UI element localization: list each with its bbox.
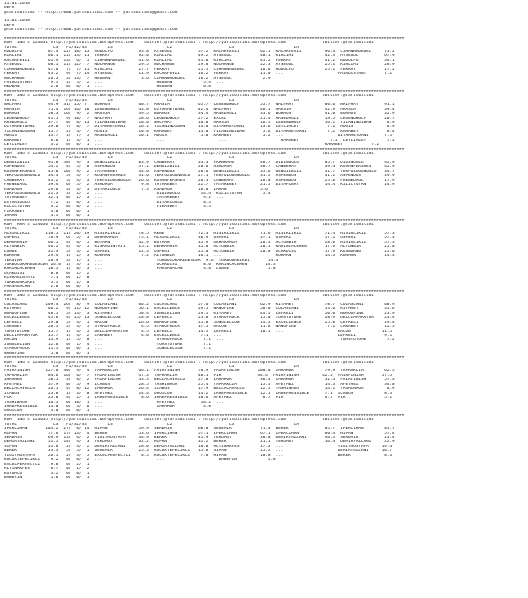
result-row: DENGIZBIZI 95.0 50/ 9/ 3 DENGIZBIZI 83.9 CANBERAY 33.3 FRANKMAO 48.7 DIDINOGLU 85.7 DIDINOGLU 92.9 (4, 160, 395, 165)
result-row: TATAREBEY 12.1 0/ 1/ 3 ... TATAREBEY 9.1 ... (4, 196, 224, 201)
result-row: OSPERI 70.9 6/ 5/ 3 DEHARAHIM 75.1 MISIRLIKIZ 36.9 OSPERI 37.1 OSPERI 57.1 OSPERI 57.3 (4, 236, 395, 241)
result-row: IPEKCIHAN 103.2 27/ 8/ 14 HIPAN 59.9 SEREMIR 68.0 SEREMIR 71.4 BEREK 85.7 IPEKCIHAN 85.7 (4, 427, 395, 432)
result-row: COLASLANI 109.4 26/ 8/ 9 COLASLANI 66.2 COLASLANI 57.6 COLASLANI 62.9 KIYAMET 78.7 COLASLANI 60.9 (4, 302, 395, 307)
result-row: IMRAHOR 58.1 3/ 8/ 2 FAIRFINISH 43.3 BELLACAVALLO 27.0 IMRAHOR 36.4 IMRAHOR 32.3 FAIRFINISH 57.3 (4, 378, 395, 383)
result-row: MOGIS 13.7 1/ 7/ 5 ARSEDAGLI 10.1 MOGIS 5.0 KARABEY 5.2 ... DIYARMEYDANI 7.5 (4, 134, 393, 139)
header-date: 11.01.2018 (4, 2, 30, 6)
result-row: KUYUMCU 3.2 0/ 0/ 1 (4, 471, 90, 476)
separator-rule: ############################################################################################################################################################ (4, 147, 405, 152)
result-row: FRENEDAGL 39.4 6/ 5/ 2 ASADAGA 9.8 TATAREBEY 22.7 TATAREBEY 21.5 DIYAPIBAY 14.4 KILICTUTAN 14.9 (4, 183, 395, 188)
result-row: SEREMIR 69.9 13/ 6/ 2 YIGITMUSTAFA 34.9 BEREK 41.9 TEKUMUT 30.0 DEMIRYAZLANI 46.3 SEREMIR 23.4 (4, 436, 395, 440)
separator-rule: ############################################################################################################################################################ (4, 218, 405, 223)
result-row: TURBOURKIKEI 3.5 0/ 2/ 0 (4, 280, 90, 285)
separator-rule: ############################################################################################################################################################ (4, 89, 405, 94)
race-header: KUM 1NG = 124035 http://yarisbilimi.wordpress.com twitter:@YarisBilimi : http://yarisbilimi.wordpress.com twitter:@YarisBilimi (4, 152, 374, 156)
result-row: ICABUS 23.0 1/ 3/ 0 AFETMEZ 14.4 ORGICUR 14.2 IRREPRESSIBLE 12.1 IRREPRESSIBLE 7.1 ICABUS 8.3 (4, 391, 393, 396)
result-row: EXCELLENCE 45.6 4/ 15/ 13 JUNGLELION 28.8 LEFKELI 23.8 STAROFROCK 15.0 TOMSTOTOME 28.9 DELLIMPARATOR 23.4 (4, 316, 395, 321)
column-header: TOTAL LS F1/S2/S3 LS L2 L3 LA (4, 98, 299, 103)
result-row: LEGENDWOLF 41.5 9/ 10/ 7 NALFHAT 18.6 LEGENDWOLF 27.2 EXCEL 21.4 ARSEDAGLI 19.5 LEGENDWOLF 20.7 (4, 116, 395, 121)
result-row: AFETMEZ 37.9 0/ 5/ 9 ICABUS 28.5 TASHINAGA 25.4 TAPRAKLIM 15.5 AFETMEZ 14.3 AFETMEZ 34.0 (4, 382, 395, 387)
result-row: TERSIMA 28.9 3/ 1/ 1 ... TURBOCOKAREDESLER 9.6 TURBOURKIKEI 14.3 (4, 258, 279, 263)
result-row: TOMSTOTOME 15.7 1/ 4/ 5 DELLIMPARATOR 4.5 LEFKELI 14.5 LEFKELI 10.1 ... RACON 11.5 (4, 329, 393, 334)
result-row: SIPAN 35.8 2/ 4/ 2 DEMIRYAZLANI 28.0 DEMIRYAZLANI 18.0 ALTINAKFES 17.3 ... YIGITMUSTAFA 14.4 (4, 444, 393, 449)
result-row: YILANINDIBAN 15.7 2/ 3/ 7 MOGIS 10.8 KARABEY 13.0 YILANINDIBAN 5.6 DIYARMEYDANI 7.2 KARABEY 8.4 (4, 129, 395, 134)
header-league: UEFA (4, 23, 15, 28)
separator-rule: ############################################################################################################################################################ (4, 413, 405, 418)
race-header: KUM 1NG = 124035 http://yarisbilimi.wordpress.com twitter:@YarisBilimi : http://yarisbilimi.wordpress.com twitter:@YarisBilimi (4, 418, 374, 423)
result-row: TEKFOZOGUNOGLU 34.3 5/ 3/ 7 KOSANFERSRES 31.6 TEKFOZOGUNOGLU 27.1 TEKFOZOGUNOGLU 31.5 ASPENDOS 31.2 ASPENDOS 19.9 (4, 174, 395, 179)
result-row: FAIRDISTANT 9.5 1/ 5/ 2 ... HEDBAN 5.4 ... (4, 81, 224, 85)
race-block (4, 90, 524, 148)
result-row: ARASIM 75.4 16/ 16/ 18 LEGENDWOLF 43.8 DIYARMEYDANI 42.4 NALFHAT 48.1 ARASIM 42.9 ARASIM 39.4 (4, 107, 395, 112)
result-row: CIHANNADEDEL 47.6 7/ 7/ 11 KIRLIMI 27.7 FEKKAY 21.5 CIHANNADEDEL 16.6 RODOLFO 25.1 FEKKAY 17.2 (4, 67, 395, 72)
result-row: KILICTUTAN 4.2 0/ 0/ 2 ... FIRASBEY 3.5 (4, 205, 211, 210)
result-row: PARSAGACAN 2.8 0/ 0/ 1 (4, 285, 90, 290)
result-row: OCAKDISI 8.8 0/ 1/ 2 (4, 271, 90, 276)
column-header: TOTAL LS F1/S2/S3 LS L2 L3 LA (4, 298, 299, 303)
result-row: LEYLIMLEY 3.2 0/ 0/ 1 ... KARABEY 7.2 (4, 143, 380, 148)
result-row: NALFHAT 94.9 31/ 15/ 7 BORMOS 60.7 ARASIM 65.7 LEGENDWOLF 55.7 NALFHAT 80.6 NALFHAT 91.1 (4, 103, 395, 108)
result-row: ALTUNBIR 46.2 4/ 4/ 5 KISRAGINTAYI 25.1 DEHARAHIM 31.0 ALTUNBIR 20.1 KARINCACEHEN 17.9 ALTUNBIR 25.0 (4, 245, 395, 250)
race-header: KUM 1NG = 124031 http://yarisbilimi.wordpress.com twitter:@YarisBilimi : http://yarisbilimi.wordpress.com twitter:@YarisBilimi (4, 41, 374, 46)
result-row: TEKFOZOGUNOGLU 21.3 3/ 2/ 2 ... DIDINOGLU 14.4 KILICTUTAN 5.4 (4, 191, 271, 196)
result-row: FEKKAY 43.2 9/ 7/ 14 AYSEGUL 11.9 KACARFEVZI 16.2 FEKKAY 11.0 ... FAIRDISTANT 7.2 (4, 72, 393, 77)
result-row: RACON 13.9 1/ 5/ 0 ... STAROFROCK 7.1 ... TOMSTOTOME 7.2 (4, 338, 395, 343)
race-header: KUM 1NG = 124034 http://yarisbilimi.wordpress.com twitter:@YarisBilimi : http://yarisbilimi.wordpress.com twitter:@YarisBilimi (4, 360, 374, 365)
result-row: KACARFEVZI 61.9 13/ 6/ 5 CIHANNADEDEL 41.0 KIRLIMI 41.0 KIRLIMI 45.2 FEKKAY 41.2 RODOLFO 34.1 (4, 58, 395, 63)
result-row: KIRLIMI 66.1 11/ 13/ 11 FEKKAY 92.0 KIRLIMI 49.2 AYSEGUL 40.1 KIRLIMI 42.3 AYSEGUL 67.9 (4, 54, 395, 59)
result-row: DIYARIOGLU 7.2 1/ 0/ 1 ... DIYARIOGLU 8.3 (4, 200, 211, 205)
result-row: DELLIMPARATOR 15.7 1/ 4/ 2 CAKABEY 4.0 EXCELLENCE 7.1 ... LEFKELI 9.1 (4, 333, 393, 338)
result-row: DEMIRYAZLANI 51.5 14/ 4/ 3 TEKUMUT 32.2 HIPAN 31.2 BEREK 21.1 TEKUMUT 16.4 DEMIRYAZLANI 22.9 (4, 440, 395, 445)
result-row: NOCHANGE 26.3 3/ 13/ 7 HEDBAN 3.6 CIHANNADEDEL 16.2 AYSEGUL 2.9 (4, 76, 271, 81)
result-row: NANOFIRE 5.0 0/ 0/ 1 (4, 351, 90, 356)
result-row: ARSEDAGLI 37.7 0/ 8/ 13 YILANINDIBAN 18.0 NALFHAT 18.0 ARASIM 16.5 LEGENDWOLF 16.1 YILANINDIBAN 8.9 (4, 120, 395, 125)
race-block (4, 148, 524, 219)
result-row: KISRAGINTAYI 7.1 0/ 1/ 0 (4, 276, 90, 281)
result-row: PIR 23.0 4/ 2/ 1 IRREPRESSIBLE 8.6 IRREPRESSIBLE 10.6 AFETMEZ 8.7 PIR 6.7 PIR 5.1 (4, 396, 393, 401)
column-header: TOTAL LS F1/S2/S3 LS L2 L3 LA (4, 156, 299, 161)
result-row: KORMAN 29.4 1/ 2/ 3 KORMAN 7.2 ALTUNBIR 16.1 ... KORMAN 14.3 KORMAN 14.3 (4, 254, 395, 259)
race-header: KUM 1NG = 124033 http://yarisbilimi.wordpress.com twitter:@YarisBilimi : http://yarisbilimi.wordpress.com twitter:@YarisBilimi (4, 94, 374, 99)
result-row: HIPAN 77.6 17/ 13/ 4 BEREK 53.6 IPEKCIHAN 57.1 IPEKCIHAN 67.1 IPEKCIHAN 80.4 HIPAN 57.4 (4, 431, 395, 436)
result-row: BAWEFIN 1.6 0/ 0/ 1 (4, 475, 90, 480)
result-row: DIYARMEYDANI 29.0 7/ 8/ 7 DIYARMEYDANI 16.1 YILANINDIBAN 14.0 DIYARMEYDANI 13.6 LEYLIMLEY 7.2 MOGIS 8.9 (4, 125, 395, 130)
result-row: IMAAN 3.5 0/ 0/ 1 (4, 214, 90, 219)
separator-rule: ############################################################################################################################################################ (4, 36, 405, 41)
header-contact: @YarisBilimi -- http://www.yarisbilimi.com -- yarisbilimi@gmail.com (4, 28, 178, 33)
header-contact: @YarisBilimi -- http://www.yarisbilimi.com -- yarisbilimi@gmail.com (4, 10, 178, 15)
result-row: ALTINAKFES 8.7 0/ 1/ 2 (4, 467, 90, 472)
result-row: CAKABEY 20.5 2/ 3/ 5 STAROFROCK 4.5 STAROFROCK 17.5 RACON 11.8 NANOFIRE 7.2 CAKABEY 12.5 (4, 325, 395, 330)
result-row: CANBERAY 43.2 5/ 4/ 3 TEKFOZOGUNOGLU 26.6 KOSANFERSRES 26.3 CANBERAY 28.0 ASPENDOS 25.0 FRENEDAGL 17.9 (4, 178, 395, 183)
race-header: KUM ARA = 124036 http://yarisbilimi.wordpress.com twitter:@YarisBilimi : http://yarisbilimi.wordpress.com twitter:@YarisBilimi (4, 223, 374, 227)
race-header: KUM 1NG = 124032 http://yarisbilimi.wordpress.com twitter:@YarisBilimi : http://yarisbilimi.wordpress.com twitter:@YarisBilimi (4, 294, 374, 298)
result-row: NOMOOFINE 48.5 5/ 13/ 3 KIYAMET 50.4 JUNGLELION 29.5 KIYAMET 44.5 LEFKELI 50.0 NOMOOFINE 23.9 (4, 311, 395, 316)
result-row: TASHINAGA 16.5 0/ 10/ 1 ... AFETMEZ 10.2 ... (4, 400, 224, 405)
result-row: DEHARAHIM 66.1 4/ 6/ 5 BUTMAN 42.9 BUTMAN 35.9 DEHARAHIM 28.3 ALTUNBIR 28.6 MISIRLIKIZ 57.3 (4, 240, 395, 245)
race-block (4, 356, 524, 414)
race-block (4, 219, 524, 290)
header-date: 11.01.2018 (4, 19, 30, 24)
result-row: BELLACAVALLO 26.1 4/ 8/ 12 IMRAHOR 26.4 ICABUS 17.9 BELLACAVALLO 12.5 TASHINAGA 14.1 TASHINAGA 8.9 (4, 387, 395, 392)
result-row: AYSEGUL 60.1 11/ 12/ 7 NOCHANGE 29.5 NOCHANGE 29.8 NOCHANGE 22.3 AYSEGUL 25.1 KIRLIMI 28.9 (4, 63, 395, 68)
result-row: KARINCACEHEN 10.5 1/ 0/ 3 ... PARSAGACAN 4.8 LUNGE 5.8 (4, 267, 276, 272)
result-row: KUCUKTEPECIKLI 9.2 0/ 0/ 2 ... ... BAWEFIN 5.8 (4, 458, 276, 463)
race-block (4, 37, 524, 90)
result-row: ASADAGA 29.6 3/ 3/ 3 DIYARIOGLU 7.3 ASADAGA 18.0 IMAAN 5.6 (4, 187, 268, 192)
result-row: LEFKELI 29.0 5/ 4/ 1 RACON 26.6 NOMOOFINE 21.8 JUNGLELION 14.3 EXCELLENCE 25.0 LEFKELI 19.4 (4, 320, 395, 325)
column-header: TOTAL LS F1/S2/S3 LS L2 L3 LA (4, 422, 299, 427)
result-row: HEDBAN 2.6 0/ 0/ 1 ... HEDBAN 0.0 (4, 85, 211, 90)
column-header: TOTAL LS F1/S2/S3 LS L2 L3 LA (4, 365, 299, 369)
result-row: FAIRFINISH 127.0 40/ 9/ 4 TAPRAKLIM 66.1 FAIRFINISH 70.9 FAIRFINISH 100.0 IMRAHOR 79.9 TAPRAKLIM 62.5 (4, 369, 395, 374)
result-row: TURBOCOKAREDESLER 26.0 1/ 3/ 1 ... OCAKDISI 8.0 KARINCACEHEN 14.3 (4, 262, 276, 267)
result-row: IRREPRESSIBLE 13.0 0/ 3/ 6 ... IMRAHOR 4.8 (4, 404, 211, 409)
header-league: UEFA (4, 6, 15, 11)
result-row: KARABEY 6.6 1/ 3/ 1 ... ... ... KARABEY 7.2 LEYLIMLEY 7.2 (4, 138, 395, 143)
separator-rule: ############################################################################################################################################################ (4, 289, 405, 294)
result-row: YIGITMUSTAFA 26.5 2/ 3/ 5 EXCELPERFECTLI 8.5 KUCUKTEPECIKLI 7.8 HIPAN 10.8 ... BEREK 8.3 (4, 453, 393, 458)
race-block (4, 290, 524, 357)
result-row: STAROFROCK 11.5 0/ 0/ 1 ... JUNGLELION 7.1 (4, 347, 211, 352)
result-row: KIYAMET 66.2 9/ 11/ 12 NOMOOFINE 56.1 EXCELLENCE 29.5 NANOFIRE 50.0 COLASLANI 53.6 KIYAMET 35.6 (4, 307, 395, 312)
result-row: RODOLFO 87.4 22/ 18/ 13 RODOLFO 93.8 AYSEGUL 57.2 KACARFEVZI 62.1 KACARFEVZI 96.4 CIHANNADEDEL 73.2 (4, 49, 395, 54)
separator-rule: ############################################################################################################################################################ (4, 356, 405, 361)
race-block (4, 414, 524, 481)
result-row: JUNGLELION 12.6 0/ 1/ 4 ... TOMSTOTOME 7.1 (4, 342, 211, 347)
result-row: LUNGE 31.4 5/ 3/ 2 OSPERI 12.3 OSPERI 25.0 ALTUNBIR 20.0 OCAKDISI 17.9 KUSBURNU 25.0 (4, 249, 395, 254)
result-row: TAPRAKLIM 84.6 16/ 6/ 7 FAIRFINISH 47.3 TAPRAKLIM 48.1 PIR 44.4 FAIRFINISH 42.5 FAIRFINISH 57.5 (4, 373, 393, 378)
result-row: BEREK 33.3 5/ 5/ 1 SEREMIR 25.3 KUCUKTEPECIKLI 15.8 SIPAN 15.2 ... DEMIRYAZLANI 10.7 (4, 449, 393, 454)
result-row: FIRASBEY 4.0 0/ 0/ 1 (4, 209, 90, 214)
result-row: KOSANFERSRES 45.0 10/ 9/ 2 TATAREBEY 34.0 ASPENDOS 28.6 DENGIZBIZI 35.6 DENGIZBIZI 31.7 TEKFOZOGUNOGLU 34.7 (4, 169, 395, 174)
column-header: TOTAL LS F1/S2/S3 LS L2 L3 LA (4, 45, 299, 50)
result-row: ORGICUR 3.0 0/ 0/ 1 (4, 409, 90, 414)
document-header (4, 19, 524, 32)
result-row: BORMOS 58.3 16/ 9/ 2 ARASIM 39.5 BORMOS 34.4 ARSEDAGLI 33.6 BORMOS 41.0 BORMOS 32.9 (4, 112, 395, 117)
result-row: MISIRLIKIZ 110.5 21/ 20/ 19 MISIRLIKIZ 78.5 REBE 72.3 MISIRLIKIZ 71.6 MISIRLIKIZ 71.4 MISIRLIKIZ 57.3 (4, 231, 395, 236)
result-row: ASPENDOS 54.2 4/ 5/ 8 ASPENDOS 57.1 DENGIZBIZI 28.6 ASADAGA 38.7 CANBERAY 39.4 KOSANFERSRES 42.9 (4, 165, 395, 170)
document-header (4, 2, 524, 15)
result-row: EXCELPERFECTLI 9.0 0/ 2/ 1 (4, 462, 90, 467)
column-header: TOTAL LS F1/S2/S3 LS L2 L3 LA (4, 227, 299, 232)
